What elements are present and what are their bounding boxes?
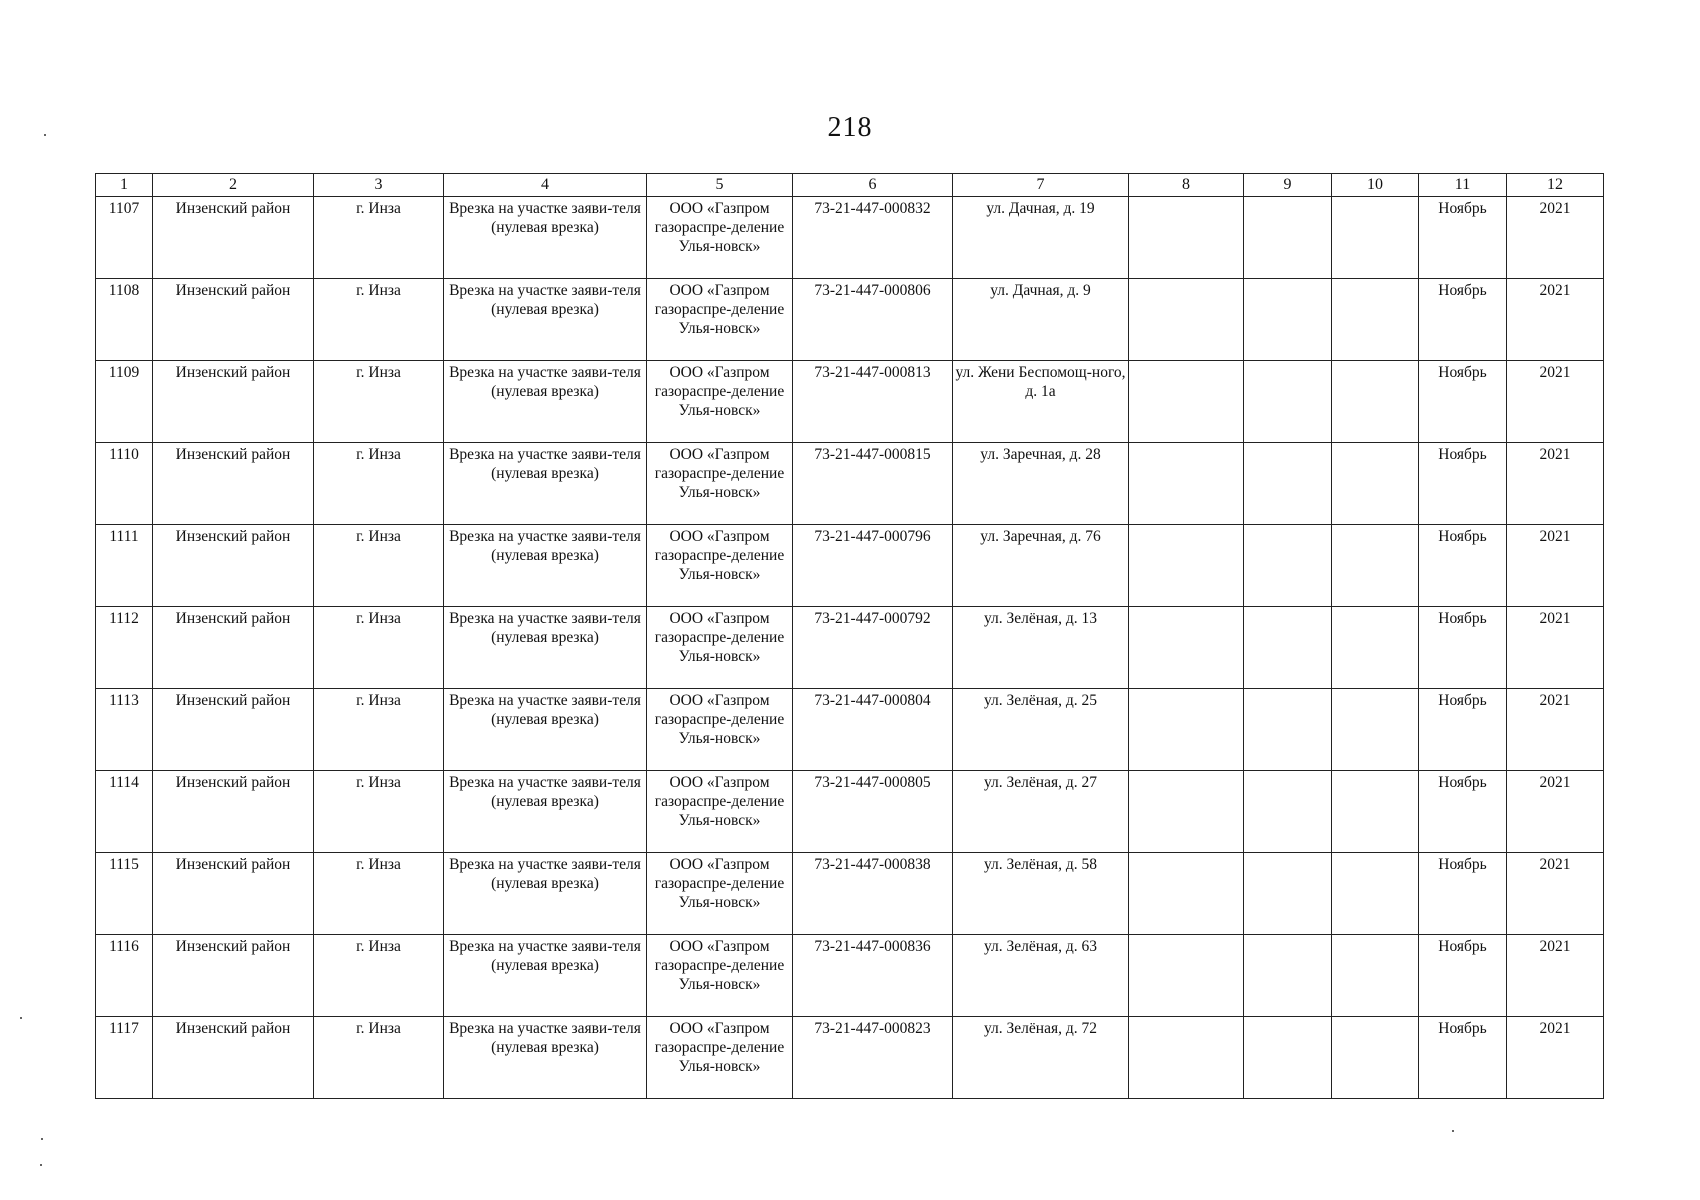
- town-cell: г. Инза: [314, 279, 444, 361]
- row-number: 1112: [96, 607, 153, 689]
- year-cell: 2021: [1507, 853, 1604, 935]
- row-number: 1107: [96, 197, 153, 279]
- year-cell: 2021: [1507, 443, 1604, 525]
- district-cell: Инзенский район: [153, 197, 314, 279]
- town-cell: г. Инза: [314, 771, 444, 853]
- year-cell: 2021: [1507, 525, 1604, 607]
- column-header: 9: [1244, 174, 1332, 197]
- object-code-cell: 73-21-447-000804: [793, 689, 953, 771]
- column-header: 11: [1419, 174, 1507, 197]
- organization-cell: ООО «Газпром газораспре-деление Улья-новск»: [647, 361, 793, 443]
- address-cell: ул. Зелёная, д. 27: [953, 771, 1129, 853]
- town-cell: г. Инза: [314, 361, 444, 443]
- work-type-cell: Врезка на участке заяви-теля (нулевая врезка): [444, 279, 647, 361]
- scan-speck: [20, 1017, 22, 1019]
- scan-speck: [44, 134, 46, 136]
- registry-table: [95, 173, 1604, 1099]
- year-cell: 2021: [1507, 689, 1604, 771]
- object-code-cell: 73-21-447-000838: [793, 853, 953, 935]
- table-row: [96, 771, 1604, 853]
- organization-cell: ООО «Газпром газораспре-деление Улья-новск»: [647, 279, 793, 361]
- organization-cell: ООО «Газпром газораспре-деление Улья-новск»: [647, 443, 793, 525]
- scan-speck: [41, 1138, 43, 1140]
- work-type-cell: Врезка на участке заяви-теля (нулевая врезка): [444, 1017, 647, 1099]
- organization-cell: ООО «Газпром газораспре-деление Улья-новск»: [647, 1017, 793, 1099]
- column-header: 3: [314, 174, 444, 197]
- column-8-cell: [1129, 689, 1244, 771]
- row-number: 1111: [96, 525, 153, 607]
- column-header: 6: [793, 174, 953, 197]
- column-9-cell: [1244, 935, 1332, 1017]
- table-row: [96, 853, 1604, 935]
- row-number: 1113: [96, 689, 153, 771]
- column-9-cell: [1244, 607, 1332, 689]
- district-cell: Инзенский район: [153, 361, 314, 443]
- object-code-cell: 73-21-447-000815: [793, 443, 953, 525]
- table-row: [96, 197, 1604, 279]
- town-cell: г. Инза: [314, 689, 444, 771]
- column-9-cell: [1244, 443, 1332, 525]
- page-number: 218: [827, 112, 873, 143]
- object-code-cell: 73-21-447-000823: [793, 1017, 953, 1099]
- column-header: 8: [1129, 174, 1244, 197]
- work-type-cell: Врезка на участке заяви-теля (нулевая врезка): [444, 607, 647, 689]
- object-code-cell: 73-21-447-000796: [793, 525, 953, 607]
- column-10-cell: [1332, 197, 1419, 279]
- object-code-cell: 73-21-447-000806: [793, 279, 953, 361]
- table-row: [96, 607, 1604, 689]
- column-10-cell: [1332, 525, 1419, 607]
- district-cell: Инзенский район: [153, 1017, 314, 1099]
- work-type-cell: Врезка на участке заяви-теля (нулевая врезка): [444, 525, 647, 607]
- address-cell: ул. Заречная, д. 28: [953, 443, 1129, 525]
- month-cell: Ноябрь: [1419, 279, 1507, 361]
- address-cell: ул. Зелёная, д. 72: [953, 1017, 1129, 1099]
- column-9-cell: [1244, 361, 1332, 443]
- column-9-cell: [1244, 853, 1332, 935]
- column-9-cell: [1244, 279, 1332, 361]
- object-code-cell: 73-21-447-000813: [793, 361, 953, 443]
- district-cell: Инзенский район: [153, 935, 314, 1017]
- month-cell: Ноябрь: [1419, 443, 1507, 525]
- town-cell: г. Инза: [314, 935, 444, 1017]
- column-header: 12: [1507, 174, 1604, 197]
- table-row: [96, 935, 1604, 1017]
- column-10-cell: [1332, 771, 1419, 853]
- object-code-cell: 73-21-447-000792: [793, 607, 953, 689]
- year-cell: 2021: [1507, 935, 1604, 1017]
- year-cell: 2021: [1507, 197, 1604, 279]
- column-8-cell: [1129, 525, 1244, 607]
- month-cell: Ноябрь: [1419, 771, 1507, 853]
- organization-cell: ООО «Газпром газораспре-деление Улья-новск»: [647, 607, 793, 689]
- work-type-cell: Врезка на участке заяви-теля (нулевая врезка): [444, 853, 647, 935]
- month-cell: Ноябрь: [1419, 935, 1507, 1017]
- month-cell: Ноябрь: [1419, 853, 1507, 935]
- scan-speck: [40, 1164, 42, 1166]
- object-code-cell: 73-21-447-000805: [793, 771, 953, 853]
- organization-cell: ООО «Газпром газораспре-деление Улья-новск»: [647, 935, 793, 1017]
- town-cell: г. Инза: [314, 607, 444, 689]
- district-cell: Инзенский район: [153, 525, 314, 607]
- year-cell: 2021: [1507, 1017, 1604, 1099]
- district-cell: Инзенский район: [153, 607, 314, 689]
- column-8-cell: [1129, 197, 1244, 279]
- object-code-cell: 73-21-447-000836: [793, 935, 953, 1017]
- year-cell: 2021: [1507, 607, 1604, 689]
- work-type-cell: Врезка на участке заяви-теля (нулевая врезка): [444, 443, 647, 525]
- table-row: [96, 361, 1604, 443]
- column-10-cell: [1332, 935, 1419, 1017]
- address-cell: ул. Жени Беспомощ-ного, д. 1а: [953, 361, 1129, 443]
- town-cell: г. Инза: [314, 443, 444, 525]
- address-cell: ул. Дачная, д. 19: [953, 197, 1129, 279]
- column-10-cell: [1332, 443, 1419, 525]
- district-cell: Инзенский район: [153, 279, 314, 361]
- column-9-cell: [1244, 525, 1332, 607]
- organization-cell: ООО «Газпром газораспре-деление Улья-новск»: [647, 525, 793, 607]
- organization-cell: ООО «Газпром газораспре-деление Улья-новск»: [647, 689, 793, 771]
- month-cell: Ноябрь: [1419, 197, 1507, 279]
- work-type-cell: Врезка на участке заяви-теля (нулевая врезка): [444, 689, 647, 771]
- table-row: [96, 279, 1604, 361]
- address-cell: ул. Дачная, д. 9: [953, 279, 1129, 361]
- column-header: 2: [153, 174, 314, 197]
- column-header: 10: [1332, 174, 1419, 197]
- work-type-cell: Врезка на участке заяви-теля (нулевая врезка): [444, 197, 647, 279]
- work-type-cell: Врезка на участке заяви-теля (нулевая врезка): [444, 771, 647, 853]
- column-header: 1: [96, 174, 153, 197]
- scan-speck: [1452, 1130, 1454, 1132]
- month-cell: Ноябрь: [1419, 1017, 1507, 1099]
- district-cell: Инзенский район: [153, 689, 314, 771]
- table-row: [96, 689, 1604, 771]
- row-number: 1117: [96, 1017, 153, 1099]
- organization-cell: ООО «Газпром газораспре-деление Улья-новск»: [647, 197, 793, 279]
- column-10-cell: [1332, 689, 1419, 771]
- year-cell: 2021: [1507, 279, 1604, 361]
- column-9-cell: [1244, 1017, 1332, 1099]
- address-cell: ул. Зелёная, д. 13: [953, 607, 1129, 689]
- table-row: [96, 443, 1604, 525]
- column-9-cell: [1244, 197, 1332, 279]
- month-cell: Ноябрь: [1419, 525, 1507, 607]
- column-header: 5: [647, 174, 793, 197]
- district-cell: Инзенский район: [153, 853, 314, 935]
- column-header: 4: [444, 174, 647, 197]
- district-cell: Инзенский район: [153, 771, 314, 853]
- address-cell: ул. Зелёная, д. 58: [953, 853, 1129, 935]
- column-8-cell: [1129, 935, 1244, 1017]
- column-header: 7: [953, 174, 1129, 197]
- row-number: 1109: [96, 361, 153, 443]
- address-cell: ул. Зелёная, д. 25: [953, 689, 1129, 771]
- organization-cell: ООО «Газпром газораспре-деление Улья-новск»: [647, 771, 793, 853]
- column-10-cell: [1332, 361, 1419, 443]
- work-type-cell: Врезка на участке заяви-теля (нулевая врезка): [444, 935, 647, 1017]
- address-cell: ул. Зелёная, д. 63: [953, 935, 1129, 1017]
- town-cell: г. Инза: [314, 197, 444, 279]
- column-8-cell: [1129, 607, 1244, 689]
- column-10-cell: [1332, 1017, 1419, 1099]
- town-cell: г. Инза: [314, 525, 444, 607]
- object-code-cell: 73-21-447-000832: [793, 197, 953, 279]
- row-number: 1115: [96, 853, 153, 935]
- column-8-cell: [1129, 443, 1244, 525]
- row-number: 1116: [96, 935, 153, 1017]
- table-row: [96, 525, 1604, 607]
- month-cell: Ноябрь: [1419, 607, 1507, 689]
- column-8-cell: [1129, 1017, 1244, 1099]
- column-9-cell: [1244, 771, 1332, 853]
- column-8-cell: [1129, 279, 1244, 361]
- row-number: 1114: [96, 771, 153, 853]
- table-row: [96, 1017, 1604, 1099]
- column-8-cell: [1129, 771, 1244, 853]
- row-number: 1108: [96, 279, 153, 361]
- address-cell: ул. Заречная, д. 76: [953, 525, 1129, 607]
- column-8-cell: [1129, 361, 1244, 443]
- town-cell: г. Инза: [314, 853, 444, 935]
- column-number-row: [96, 174, 1604, 197]
- column-10-cell: [1332, 279, 1419, 361]
- column-10-cell: [1332, 607, 1419, 689]
- year-cell: 2021: [1507, 771, 1604, 853]
- month-cell: Ноябрь: [1419, 361, 1507, 443]
- column-8-cell: [1129, 853, 1244, 935]
- district-cell: Инзенский район: [153, 443, 314, 525]
- year-cell: 2021: [1507, 361, 1604, 443]
- column-10-cell: [1332, 853, 1419, 935]
- organization-cell: ООО «Газпром газораспре-деление Улья-новск»: [647, 853, 793, 935]
- row-number: 1110: [96, 443, 153, 525]
- month-cell: Ноябрь: [1419, 689, 1507, 771]
- work-type-cell: Врезка на участке заяви-теля (нулевая врезка): [444, 361, 647, 443]
- town-cell: г. Инза: [314, 1017, 444, 1099]
- column-9-cell: [1244, 689, 1332, 771]
